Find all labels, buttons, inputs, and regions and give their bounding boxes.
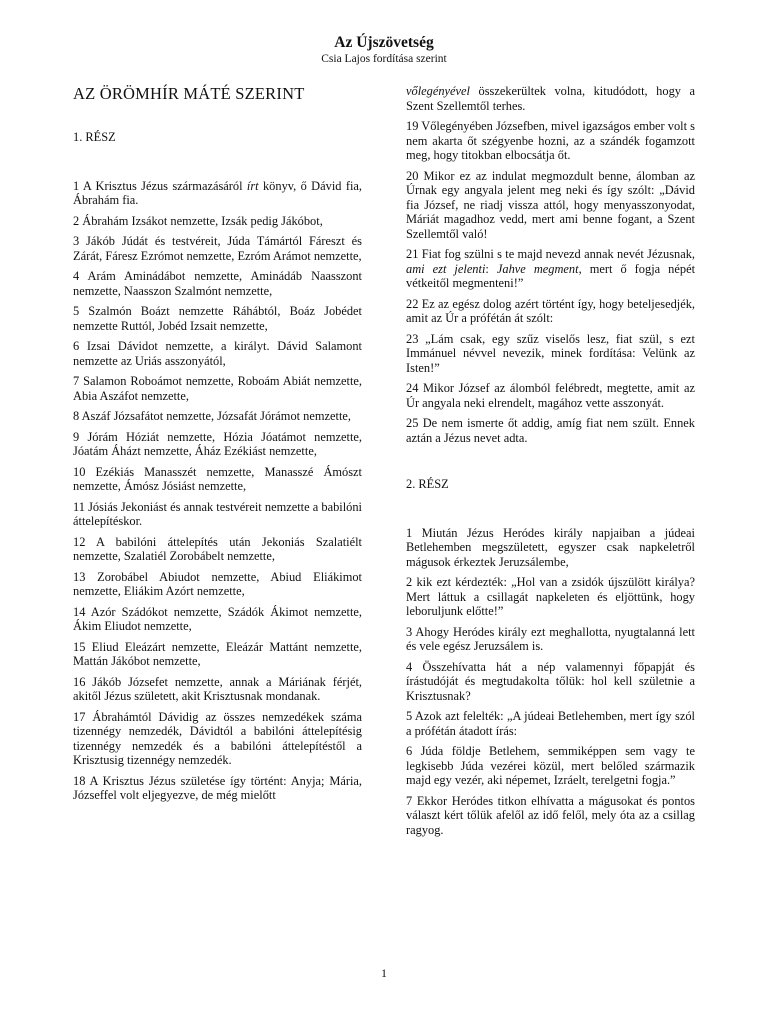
right-column xyxy=(406,84,695,843)
page-header xyxy=(0,34,768,66)
verse: 17 Ábrahámtól Dávidig az összes nemzedékek száma tizennégy nemzedék, Dávidtól a babilóni áttelepítésig tizennégy nemzedék és a babilóni áttelepítéstől a Krisztusig tizennégy nemzedék. xyxy=(73,709,362,767)
verse: 19 Vőlegényében Józsefben, mivel igazságos ember volt s nem akarta őt szégyenbe hozni, az a szándék fogamzott meg, hogy titokban elbocsátja őt. xyxy=(406,119,695,162)
verse: 7 Salamon Roboámot nemzette, Roboám Abiát nemzette, Abia Aszáfot nemzette, xyxy=(73,374,362,403)
verse: 4 Összehívatta hát a nép valamennyi főpapját és írástudóját és megtudakolta tőlük: hol kell születnie a Krisztusnak? xyxy=(406,659,695,703)
verse: 14 Azór Szádókot nemzette, Szádók Ákimot nemzette, Ákim Eliudot nemzette, xyxy=(73,604,362,633)
verse: 5 Szalmón Boázt nemzette Ráhábtól, Boáz Jobédet nemzette Ruttól, Jobéd Izsait nemzette, xyxy=(73,304,362,333)
verse: 1 A Krisztus Jézus származásáról írt könyv, ő Dávid fia, Ábrahám fia. xyxy=(73,178,362,207)
verse: 25 De nem ismerte őt addig, amíg fiat nem szült. Ennek aztán a Jézus nevet adta. xyxy=(406,416,695,445)
verse-list-right-part1 xyxy=(406,84,695,445)
verse: 2 Ábrahám Izsákot nemzette, Izsák pedig Jákóbot, xyxy=(73,213,323,228)
verse: 2 kik ezt kérdezték: „Hol van a zsidók újszülött királya? Mert láttuk a csillagát napkeleten és eljöttünk, hogy leboruljunk előtte!” xyxy=(406,575,695,618)
verse: 18 A Krisztus Jézus születése így történt: Anyja; Mária, Józseffel volt eljegyezve, de még mielőtt xyxy=(73,773,362,802)
book-title: AZ ÖRÖMHÍR MÁTÉ SZERINT xyxy=(73,84,305,103)
verse-list-left xyxy=(73,179,362,803)
verse: 3 Ahogy Heródes király ezt meghallotta, nyugtalanná lett és vele egész Jeruzsálem is. xyxy=(406,624,695,653)
verse: 24 Mikor József az álomból felébredt, megtette, amit az Úr angyala neki elrendelt, magához vette asszonyát. xyxy=(406,381,695,410)
verse: vőlegényével összekerültek volna, kitudódott, hogy a Szent Szellemtől terhes. xyxy=(406,84,695,113)
verse: 3 Jákób Júdát és testvéreit, Júda Támártól Fáreszt és Zárát, Fáresz Ezrómot nemzette, Ezróm Arámot nemzette, xyxy=(73,234,362,263)
verse: 13 Zorobábel Abiudot nemzette, Abiud Eliákimot nemzette, Eliákim Azórt nemzette, xyxy=(73,569,362,598)
verse: 5 Azok azt felelték: „A júdeai Betlehemben, mert így szól a prófétán átadott írás: xyxy=(406,709,695,738)
verse-list-right-part2 xyxy=(406,526,695,838)
verse: 23 „Lám csak, egy szűz viselős lesz, fiat szül, s ezt Immánuel névvel nevezik, minek fordítása: Velünk az Isten!” xyxy=(406,331,695,375)
verse: 10 Ezékiás Manasszét nemzette, Manasszé Ámószt nemzette, Ámósz Jósiást nemzette, xyxy=(73,464,362,493)
part-heading: 2. RÉSZ xyxy=(406,477,449,491)
verse: 6 Izsai Dávidot nemzette, a királyt. Dávid Salamont nemzette az Uriás asszonyától, xyxy=(73,339,362,368)
document-title: Az Újszövetség xyxy=(334,34,434,51)
verse: 7 Ekkor Heródes titkon elhívatta a mágusokat és pontos választ kért tőlük afelől az idő felől, mely óta az a csillag ragyog. xyxy=(406,793,695,837)
verse: 4 Arám Aminádábot nemzette, Aminádáb Naasszont nemzette, Naasszon Szalmónt nemzette, xyxy=(73,269,362,298)
verse: 15 Eliud Eleázárt nemzette, Eleázár Mattánt nemzette, Mattán Jákóbot nemzette, xyxy=(73,639,362,668)
page-number: 1 xyxy=(381,966,387,980)
part-heading: 1. RÉSZ xyxy=(73,130,116,144)
verse: 8 Aszáf Józsafátot nemzette, Józsafát Jórámot nemzette, xyxy=(73,409,351,423)
verse: 21 Fiat fog szülni s te majd nevezd annak nevét Jézusnak, ami ezt jelenti: Jahve megment, mert ő fogja népét vétkeitől megmenteni!” xyxy=(406,247,696,290)
verse: 22 Ez az egész dolog azért történt így, hogy beteljesedjék, amit az Úr a prófétán át szólt: xyxy=(406,296,695,325)
left-column xyxy=(73,82,362,809)
verse: 12 A babilóni áttelepítés után Jekoniás Szalatiélt nemzette, Szalatiél Zorobábelt nemzette, xyxy=(73,534,362,563)
verse: 1 Miután Jézus Heródes király napjaiban a júdeai Betlehemben megszületett, egyszer csak napkeletről mágusok érkeztek Jeruzsálembe, xyxy=(406,525,695,569)
verse: 11 Jósiás Jekoniást és annak testvéreit nemzette a babilóni áttelepítéskor. xyxy=(73,499,362,528)
verse: 6 Júda földje Betlehem, semmiképpen sem vagy te legkisebb Júda vezérei közül, mert belőled származik majd egy vezér, aki népemet, Izráelt, terelgetni fogja.” xyxy=(406,744,695,787)
verse: 20 Mikor ez az indulat megmozdult benne, álomban az Úrnak egy angyala jelent meg neki és így szólt: „Dávid fia József, ne riadj vissza attól, hogy menyasszonyodat, Máriát magadhoz vedd, mert ami benne fogant, a Szent Szellemtől való! xyxy=(406,168,695,241)
document-subtitle: Csia Lajos fordítása szerint xyxy=(321,53,447,65)
verse: 16 Jákób Józsefet nemzette, annak a Máriának férjét, akitől Jézus született, akit Krisztusnak mondanak. xyxy=(73,674,362,703)
verse: 9 Jórám Hóziát nemzette, Hózia Jóatámot nemzette, Jóatám Áházt nemzette, Áház Ezékiást nemzette, xyxy=(73,429,362,458)
